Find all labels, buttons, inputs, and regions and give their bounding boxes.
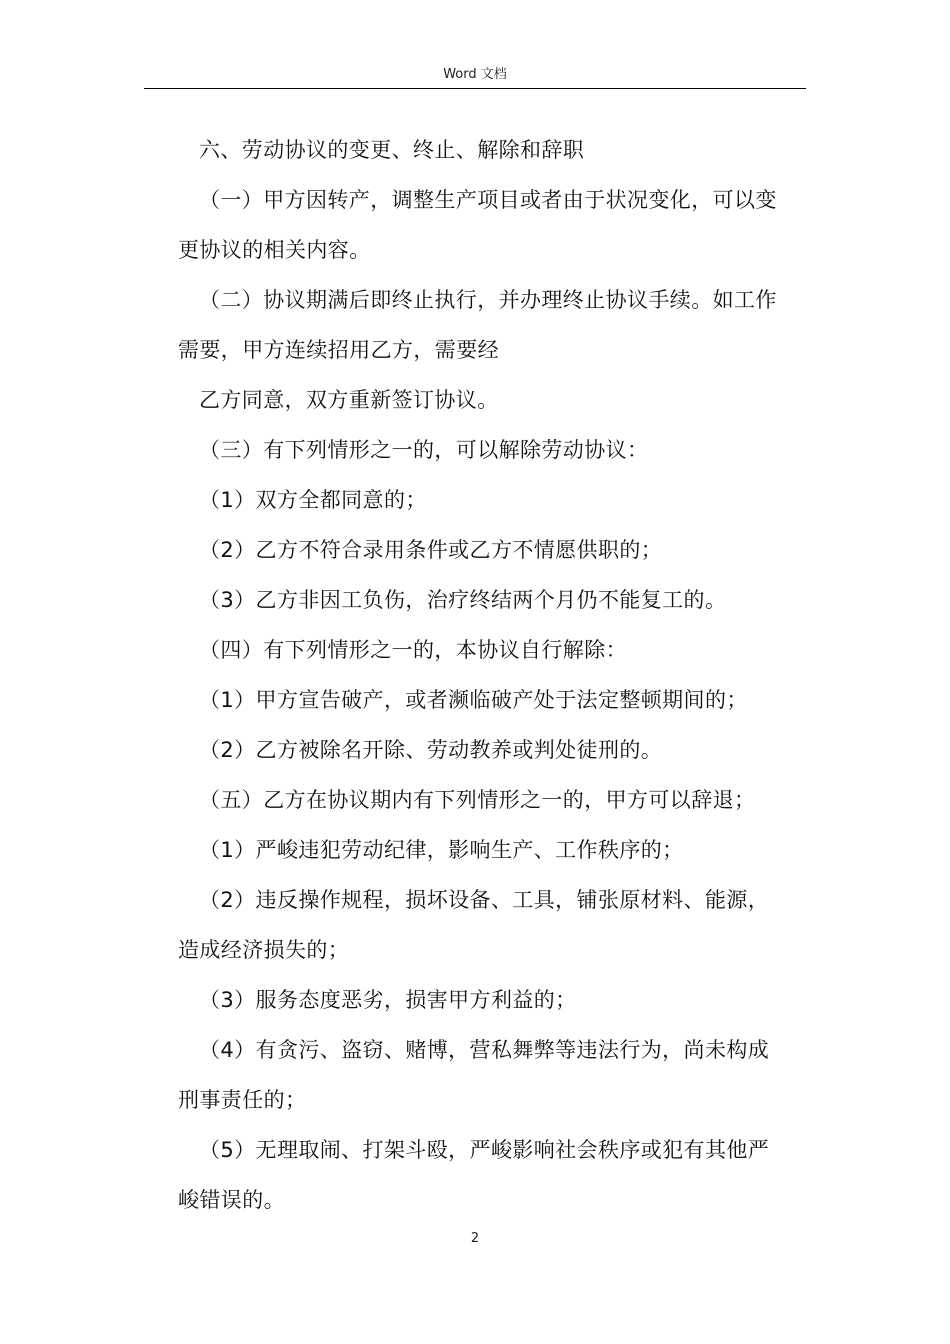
header-divider (144, 88, 806, 89)
list-item: （2）乙方不符合录用条件或乙方不情愿供职的； (199, 538, 663, 562)
section-heading: 六、劳动协议的变更、终止、解除和辞职 (199, 138, 585, 162)
paragraph-line: （一）甲方因转产，调整生产项目或者由于状况变化，可以变 (199, 188, 777, 212)
paragraph-line: （三）有下列情形之一的，可以解除劳动协议： (199, 438, 649, 462)
list-item: （3）乙方非因工负伤，治疗终结两个月仍不能复工的。 (199, 588, 727, 612)
list-item: （5）无理取闹、打架斗殴，严峻影响社会秩序或犯有其他严 (199, 1138, 770, 1162)
page-number: 2 (470, 1231, 480, 1246)
paragraph-line: 需要，甲方连续招用乙方，需要经 (178, 338, 499, 362)
list-item: （3）服务态度恶劣，损害甲方利益的； (199, 988, 577, 1012)
list-item: （2）乙方被除名开除、劳动教养或判处徒刑的。 (199, 738, 663, 762)
list-item-continuation: 造成经济损失的； (178, 938, 350, 962)
paragraph-line: （二）协议期满后即终止执行，并办理终止协议手续。如工作 (199, 288, 777, 312)
list-item: （1）双方全都同意的； (199, 488, 427, 512)
list-item: （2）违反操作规程，损坏设备、工具，铺张原材料、能源， (199, 888, 770, 912)
paragraph-line: （四）有下列情形之一的，本协议自行解除： (199, 638, 627, 662)
list-item: （4）有贪污、盗窃、赌博，营私舞弊等违法行为，尚未构成 (199, 1038, 770, 1062)
list-item-continuation: 刑事责任的； (178, 1088, 307, 1112)
paragraph-line: 更协议的相关内容。 (178, 238, 371, 262)
document-body (178, 125, 818, 1225)
paragraph-line: （五）乙方在协议期内有下列情形之一的，甲方可以辞退； (199, 788, 756, 812)
list-item: （1）甲方宣告破产，或者濒临破产处于法定整顿期间的； (199, 688, 748, 712)
list-item: （1）严峻违犯劳动纪律，影响生产、工作秩序的； (199, 838, 684, 862)
paragraph-line: 乙方同意，双方重新签订协议。 (199, 388, 499, 412)
list-item-continuation: 峻错误的。 (178, 1188, 285, 1212)
page-header-title: Word 文档 (443, 67, 507, 82)
